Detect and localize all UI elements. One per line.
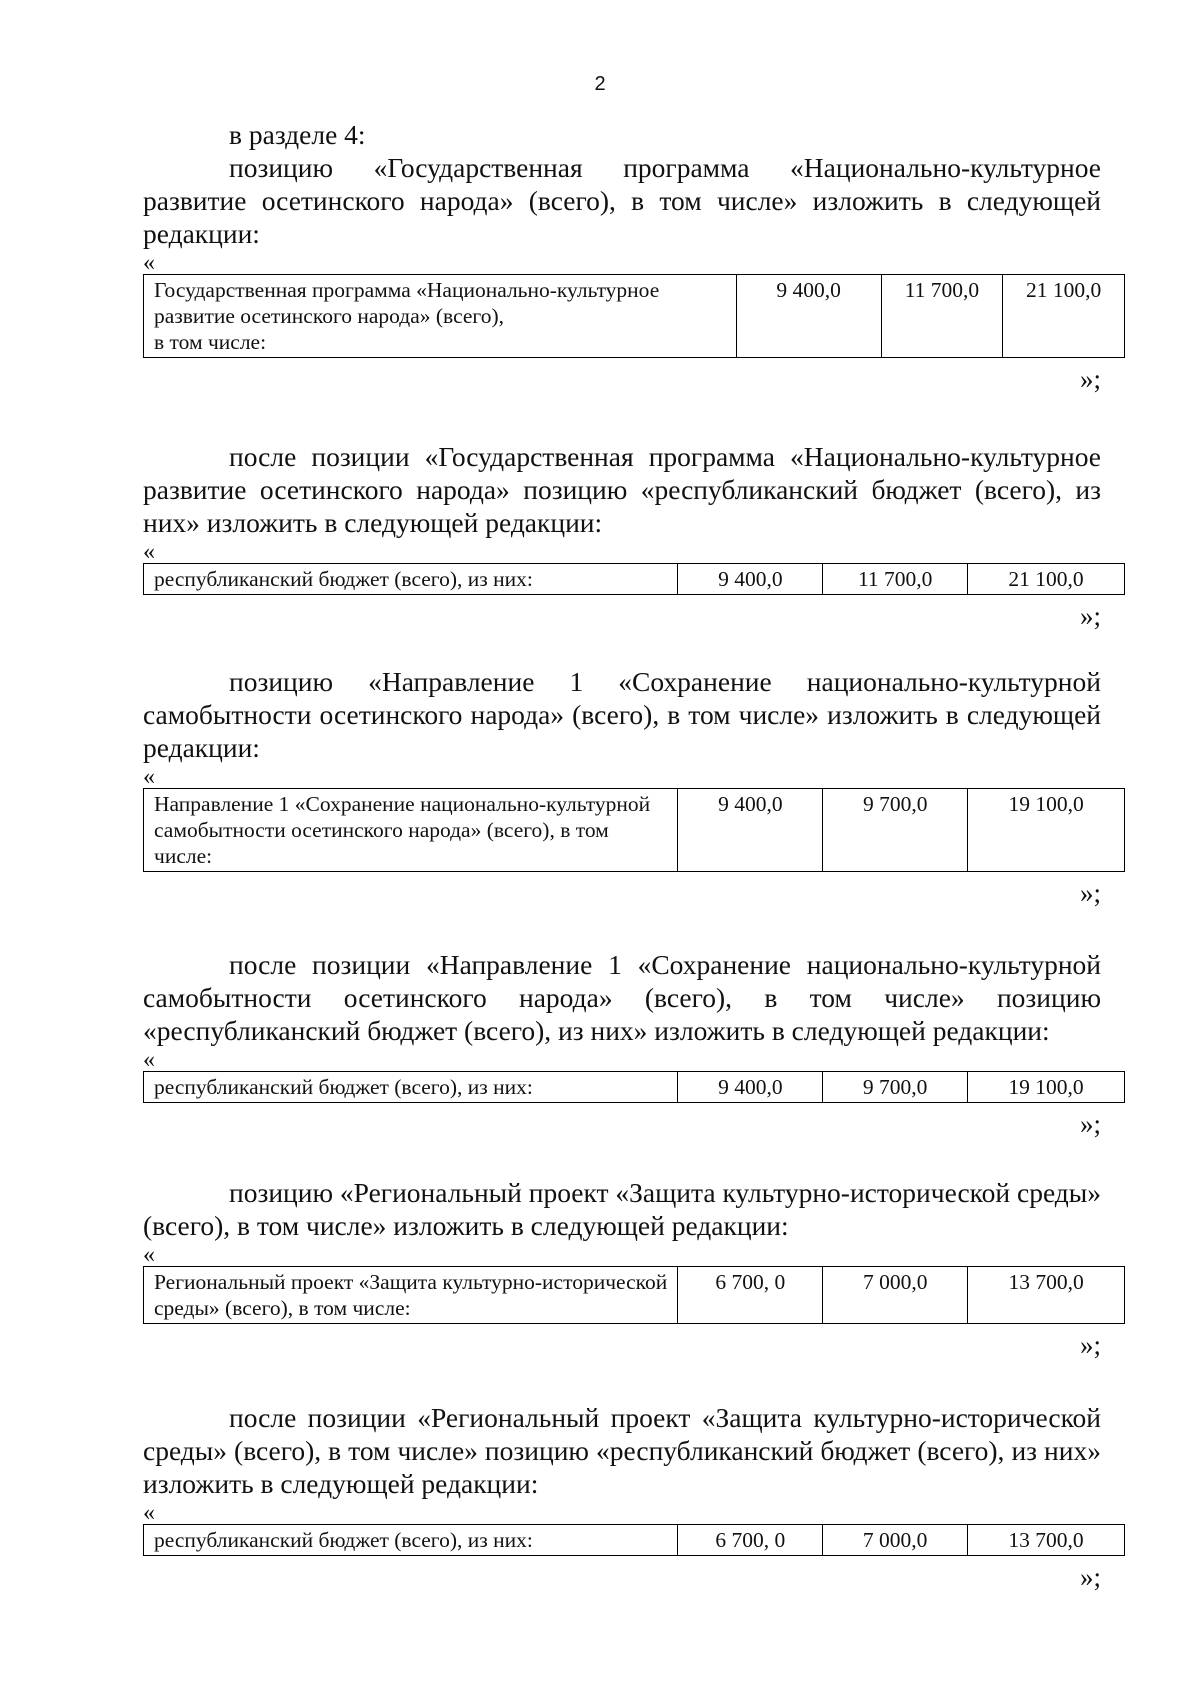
opening-quote: « bbox=[143, 250, 155, 276]
closing-quote: »; bbox=[1079, 364, 1101, 394]
closing-quote: »; bbox=[1079, 601, 1101, 631]
opening-quote: « bbox=[143, 1047, 155, 1073]
total-cell: 21 100,0 bbox=[968, 564, 1125, 595]
amendment-block bbox=[143, 665, 1101, 908]
amendment-block bbox=[143, 1401, 1101, 1592]
position-label: республиканский бюджет (всего), из них: bbox=[144, 1072, 678, 1103]
total-cell: 21 100,0 bbox=[1003, 275, 1125, 358]
position-table bbox=[143, 563, 1125, 595]
value-cell: 11 700,0 bbox=[823, 564, 968, 595]
position-table bbox=[143, 1524, 1125, 1556]
table-row bbox=[144, 1525, 1125, 1556]
table-row bbox=[144, 1072, 1125, 1103]
value-cell: 9 400,0 bbox=[678, 1072, 823, 1103]
value-cell: 9 700,0 bbox=[823, 789, 968, 872]
position-table bbox=[143, 274, 1125, 358]
position-label: Направление 1 «Сохранение национально-культурной самобытности осетинского народа» (всего), в том числе: bbox=[144, 789, 678, 872]
value-cell: 9 400,0 bbox=[678, 789, 823, 872]
section-block bbox=[143, 118, 1101, 394]
opening-quote: « bbox=[143, 1500, 155, 1526]
closing-quote: »; bbox=[1079, 1330, 1101, 1360]
value-cell: 6 700, 0 bbox=[678, 1267, 823, 1324]
opening-quote: « bbox=[143, 764, 155, 790]
opening-quote: « bbox=[143, 539, 155, 565]
position-table bbox=[143, 1266, 1125, 1324]
instruction-text: после позиции «Направление 1 «Сохранение национально-культурной самобытности осетинского народа» (всего), в том числе» позицию «республиканский бюджет (всего), из них» изложить в следующей редакции: bbox=[143, 949, 1101, 1046]
position-label: Государственная программа «Национально-культурное развитие осетинского народа» (всего), в том числе: bbox=[144, 275, 737, 358]
closing-quote: »; bbox=[1079, 1109, 1101, 1139]
closing-quote: »; bbox=[1079, 878, 1101, 908]
instruction-text: после позиции «Государственная программа «Национально-культурное развитие осетинского народа» позицию «республиканский бюджет (всего), из них» изложить в следующей редакции: bbox=[143, 441, 1101, 538]
instruction-text: позицию «Государственная программа «Национально-культурное развитие осетинского народа» (всего), в том числе» изложить в следующей редакции: bbox=[143, 152, 1101, 249]
total-cell: 19 100,0 bbox=[968, 789, 1125, 872]
amendment-block bbox=[143, 1176, 1101, 1360]
position-label: Региональный проект «Защита культурно-исторической среды» (всего), в том числе: bbox=[144, 1267, 678, 1324]
value-cell: 7 000,0 bbox=[823, 1525, 968, 1556]
table-row bbox=[144, 789, 1125, 872]
total-cell: 19 100,0 bbox=[968, 1072, 1125, 1103]
value-cell: 7 000,0 bbox=[823, 1267, 968, 1324]
value-cell: 11 700,0 bbox=[881, 275, 1003, 358]
instruction-text: позицию «Региональный проект «Защита культурно-исторической среды» (всего), в том числе» изложить в следующей редакции: bbox=[143, 1177, 1102, 1241]
closing-quote: »; bbox=[1079, 1562, 1101, 1592]
amendment-block bbox=[143, 440, 1101, 631]
total-cell: 13 700,0 bbox=[968, 1525, 1125, 1556]
table-row bbox=[144, 564, 1125, 595]
section-heading: в разделе 4: bbox=[229, 119, 366, 150]
position-table bbox=[143, 788, 1125, 872]
amendment-block bbox=[143, 948, 1101, 1139]
instruction-text: после позиции «Региональный проект «Защита культурно-исторической среды» (всего), в том числе» позицию «республиканский бюджет (всего), из них» изложить в следующей редакции: bbox=[143, 1402, 1101, 1499]
total-cell: 13 700,0 bbox=[968, 1267, 1125, 1324]
table-row bbox=[144, 275, 1125, 358]
value-cell: 9 400,0 bbox=[678, 564, 823, 595]
table-row bbox=[144, 1267, 1125, 1324]
position-label: республиканский бюджет (всего), из них: bbox=[144, 564, 678, 595]
value-cell: 6 700, 0 bbox=[678, 1525, 823, 1556]
value-cell: 9 700,0 bbox=[823, 1072, 968, 1103]
instruction-text: позицию «Направление 1 «Сохранение национально-культурной самобытности осетинского народа» (всего), в том числе» изложить в следующей редакции: bbox=[143, 666, 1101, 763]
position-label: республиканский бюджет (всего), из них: bbox=[144, 1525, 678, 1556]
value-cell: 9 400,0 bbox=[736, 275, 881, 358]
opening-quote: « bbox=[143, 1242, 155, 1268]
position-table bbox=[143, 1071, 1125, 1103]
page-number: 2 bbox=[594, 73, 606, 95]
